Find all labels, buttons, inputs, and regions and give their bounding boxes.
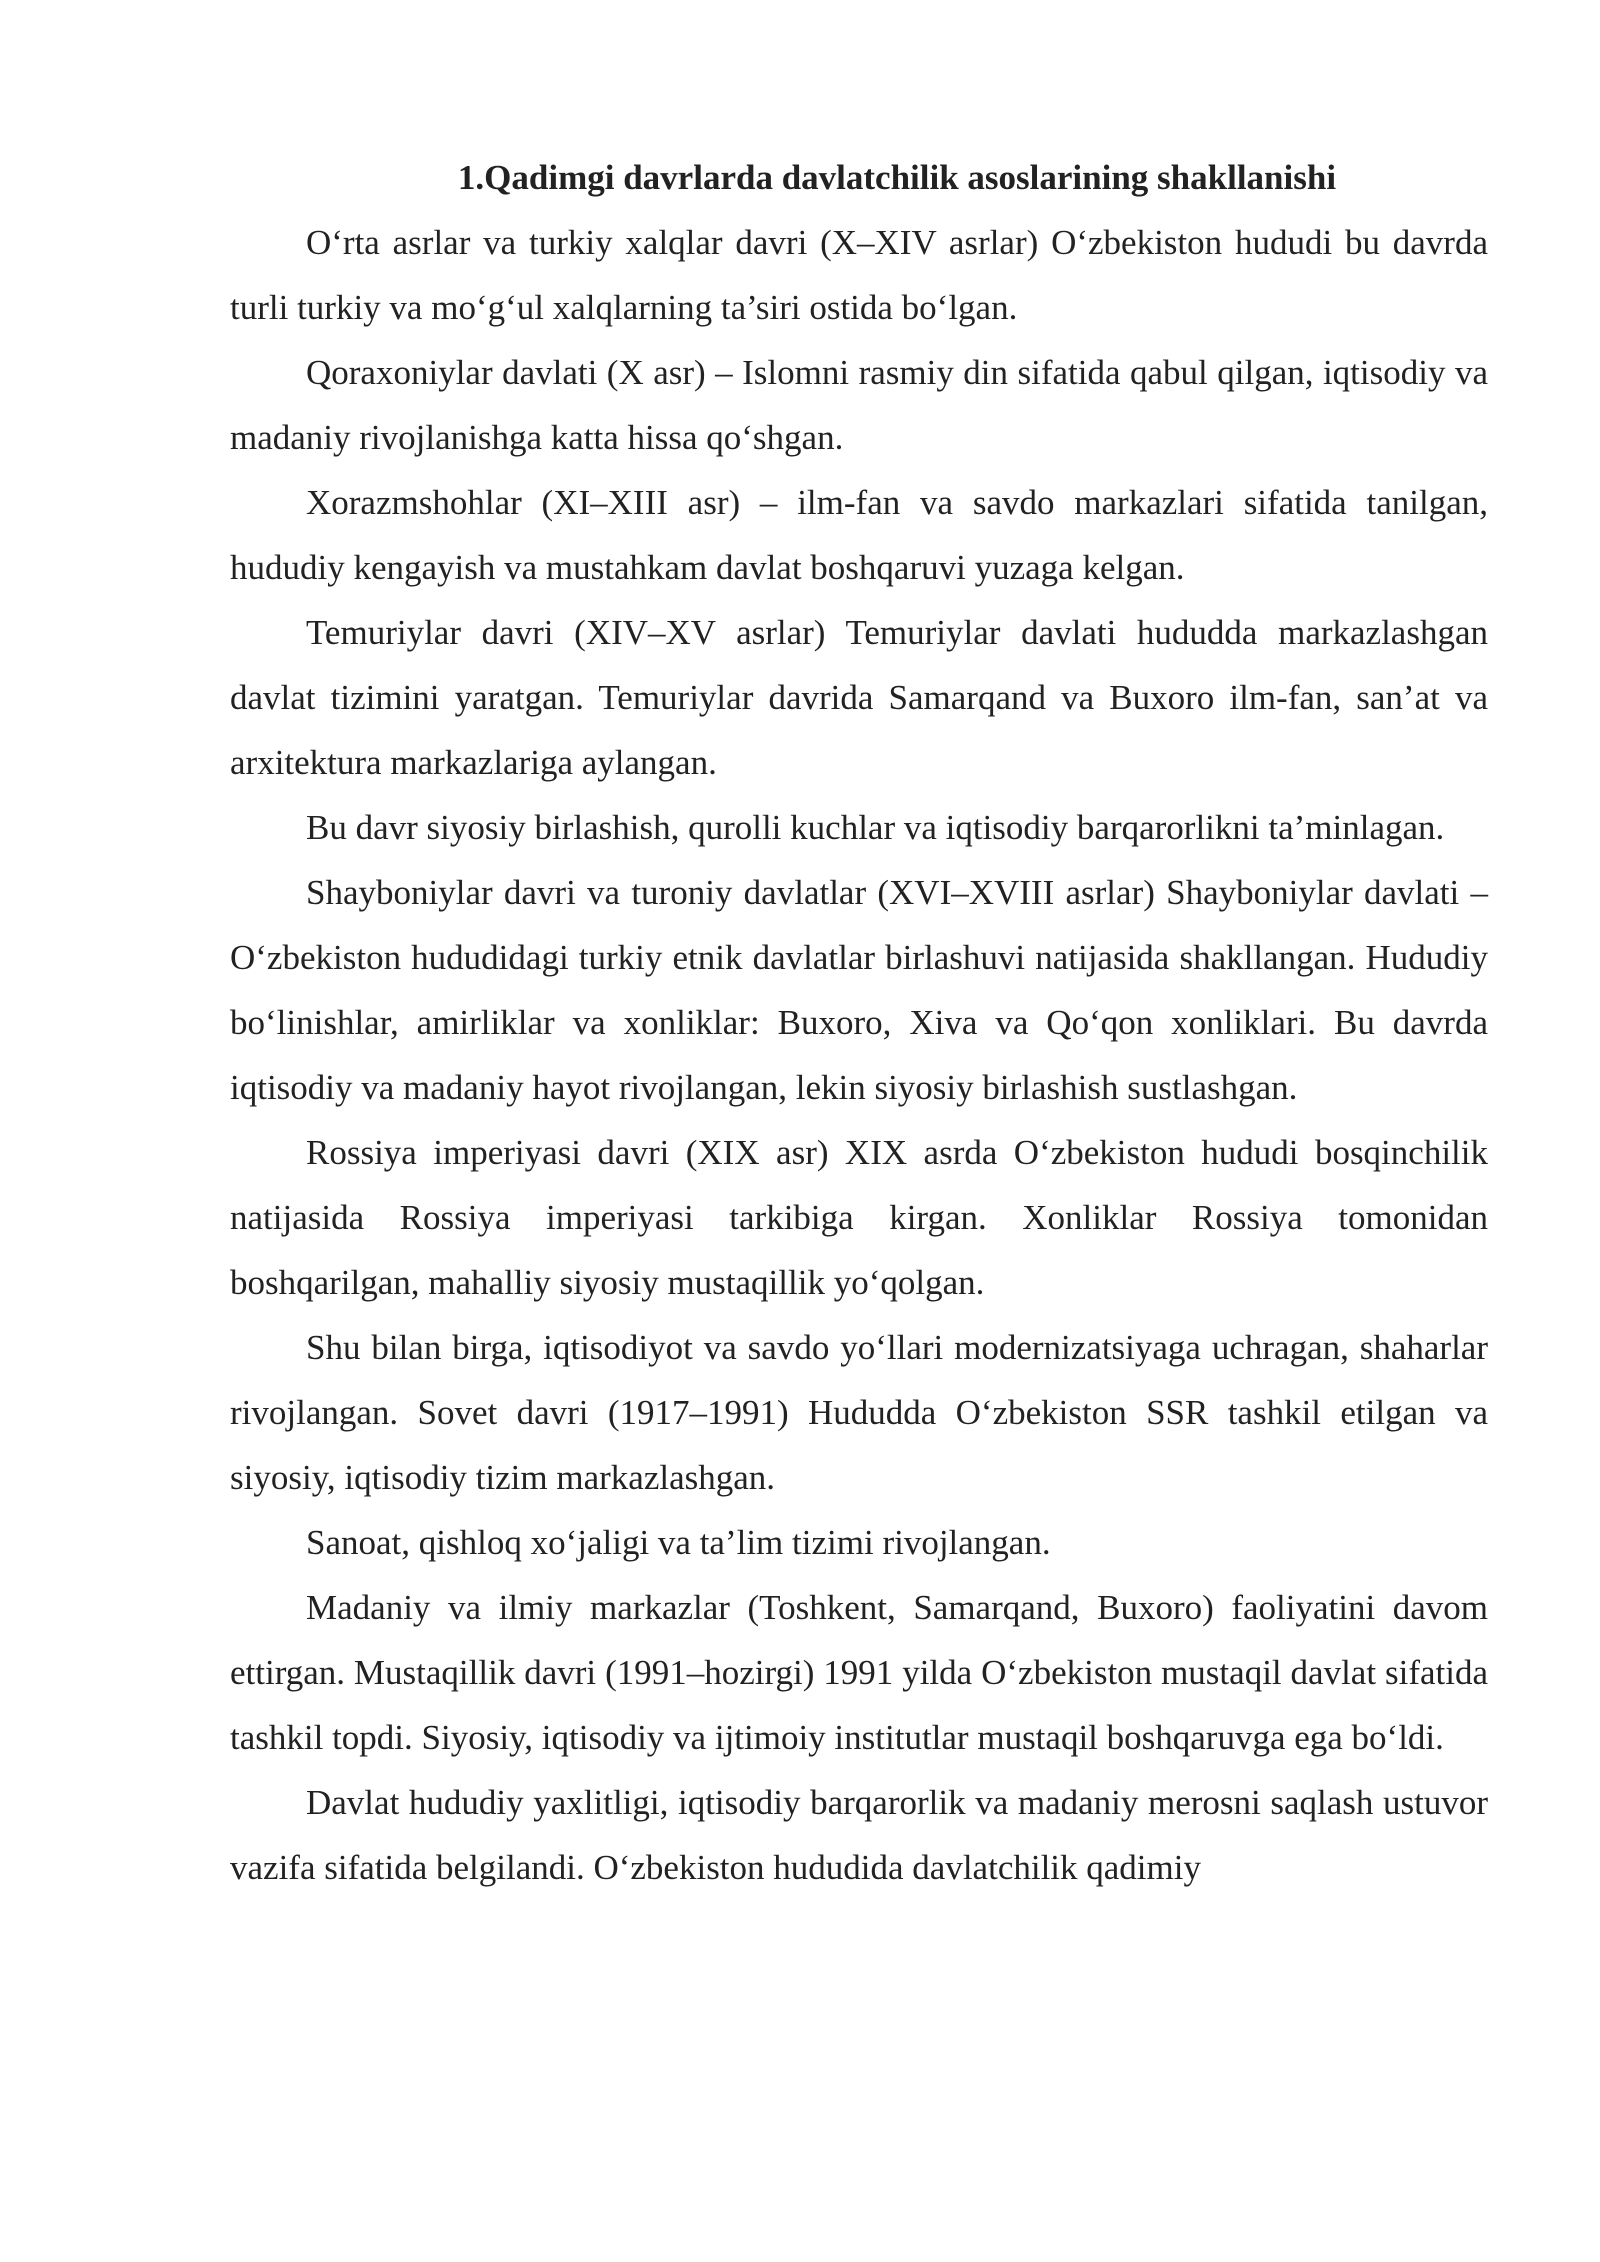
paragraph-7: Rossiya imperiyasi davri (XIX asr) XIX asrda O‘zbekiston hududi bosqinchilik natijasida Rossiya imperiyasi tarkibiga kirgan. Xonliklar Rossiya tomonidan boshqarilgan, mahalliy siyosiy mustaqillik yo‘qolgan. (230, 1133, 1488, 1302)
paragraph-8: Shu bilan birga, iqtisodiyot va savdo yo‘llari modernizatsiyaga uchragan, shaharlar rivojlangan. Sovet davri (1917–1991) Hududda O‘zbekiston SSR tashkil etilgan va siyosiy, iqtisodiy tizim markazlashgan. (230, 1328, 1488, 1497)
paragraph-3: Xorazmshohlar (XI–XIII asr) – ilm-fan va savdo markazlari sifatida tanilgan, hududiy kengayish va mustahkam davlat boshqaruvi yuzaga kelgan. (230, 483, 1488, 587)
paragraph-1: O‘rta asrlar va turkiy xalqlar davri (X–XIV asrlar) O‘zbekiston hududi bu davrda turli turkiy va mo‘g‘ul xalqlarning ta’siri ostida bo‘lgan. (230, 223, 1488, 327)
paragraph-6: Shayboniylar davri va turoniy davlatlar (XVI–XVIII asrlar) Shayboniylar davlati – O‘zbekiston hududidagi turkiy etnik davlatlar birlashuvi natijasida shakllangan. Hududiy bo‘linishlar, amirliklar va xonliklar: Buxoro, Xiva va Qo‘qon xonliklari. Bu davrda iqtisodiy va madaniy hayot rivojlangan, lekin siyosiy birlashish sustlashgan. (230, 873, 1488, 1107)
paragraph-4: Temuriylar davri (XIV–XV asrlar) Temuriylar davlati hududda markazlashgan davlat tizimini yaratgan. Temuriylar davrida Samarqand va Buxoro ilm-fan, san’at va arxitektura markazlariga aylangan. (230, 613, 1488, 782)
paragraph-5: Bu davr siyosiy birlashish, qurolli kuchlar va iqtisodiy barqarorlikni ta’minlagan. (306, 808, 1445, 847)
document-title: 1.Qadimgi davrlarda davlatchilik asoslarining shakllanishi (457, 158, 1337, 197)
paragraph-11: Davlat hududiy yaxlitligi, iqtisodiy barqarorlik va madaniy merosni saqlash ustuvor vazifa sifatida belgilandi. O‘zbekiston hududida davlatchilik qadimiy (230, 1783, 1488, 1887)
paragraph-9: Sanoat, qishloq xo‘jaligi va ta’lim tizimi rivojlangan. (306, 1523, 1051, 1562)
paragraph-10: Madaniy va ilmiy markazlar (Toshkent, Samarqand, Buxoro) faoliyatini davom ettirgan. Mustaqillik davri (1991–hozirgi) 1991 yilda O‘zbekiston mustaqil davlat sifatida tashkil topdi. Siyosiy, iqtisodiy va ijtimoiy institutlar mustaqil boshqaruvga ega bo‘ldi. (230, 1588, 1488, 1757)
document-body (230, 145, 1488, 1900)
paragraph-2: Qoraxoniylar davlati (X asr) – Islomni rasmiy din sifatida qabul qilgan, iqtisodiy va madaniy rivojlanishga katta hissa qo‘shgan. (230, 353, 1488, 457)
